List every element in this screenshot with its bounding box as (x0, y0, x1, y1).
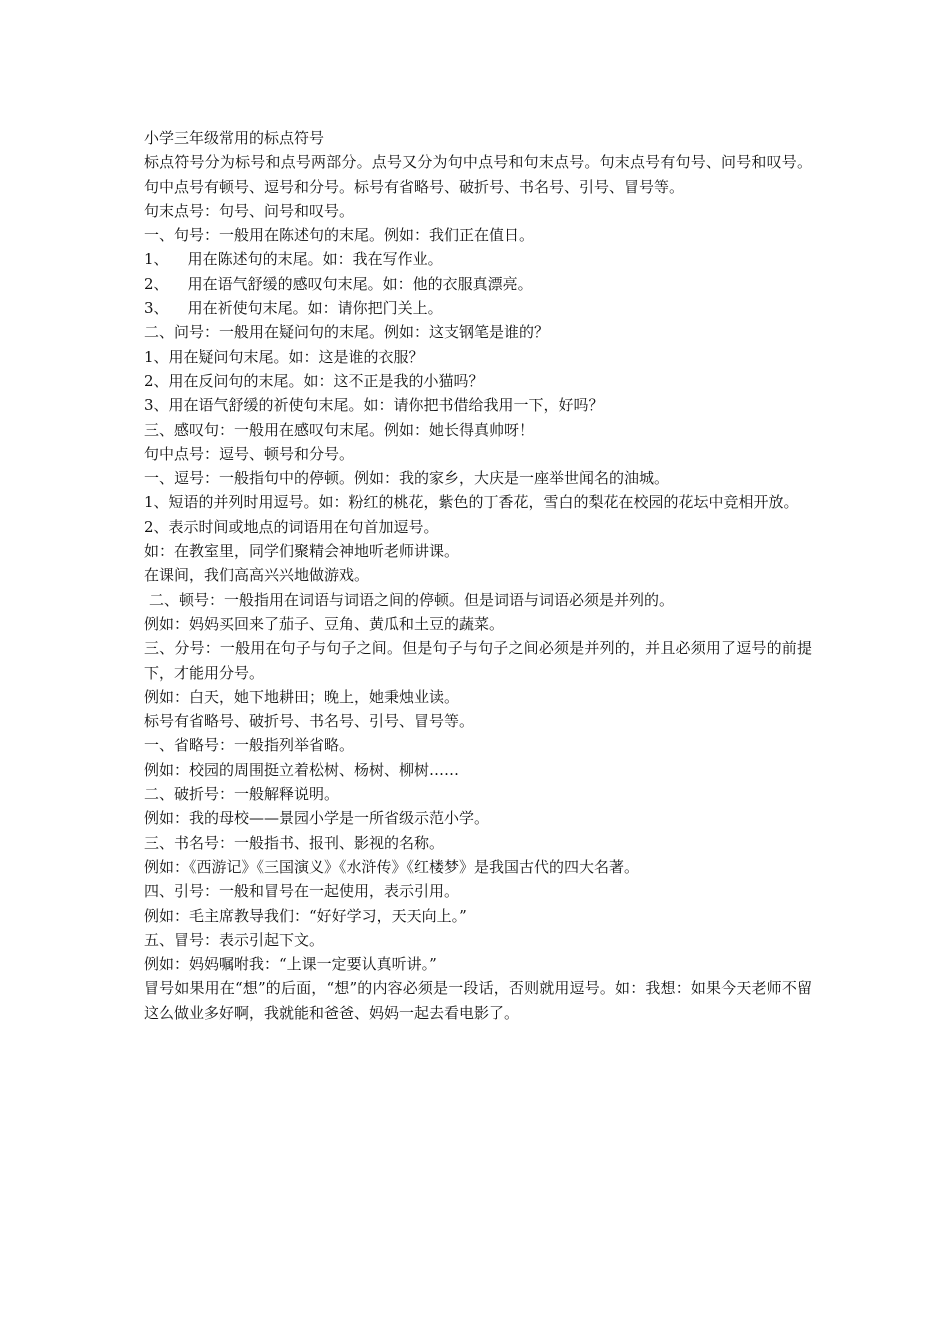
paragraph-title-marks: 三、书名号：一般指书、报刊、影视的名称。 (144, 833, 445, 852)
example-line: 例如：我的母校——景园小学是一所省级示范小学。 (144, 809, 490, 828)
example-line: 例如：校园的周围挺立着松树、杨树、柳树…… (144, 760, 460, 779)
example-line: 例如：毛主席教导我们：“好好学习，天天向上。” (144, 906, 467, 925)
paragraph-colon: 五、冒号：表示引起下文。 (144, 930, 325, 949)
section-heading-end-marks: 句末点号：句号、问号和叹号。 (144, 201, 355, 220)
example-line: 例如：妈妈买回来了茄子、豆角、黄瓜和土豆的蔬菜。 (144, 614, 505, 633)
list-item: 3、用在语气舒缓的祈使句末尾。如：请你把书借给我用一下，好吗？ (144, 396, 604, 415)
paragraph-semicolon: 三、分号：一般用在句子与句子之间。但是句子与句子之间必须是并列的，并且必须用了逗号的前提下，才能用分号。 (144, 639, 812, 682)
paragraph-exclamation: 三、感叹句：一般用在感叹句末尾。例如：她长得真帅呀！ (144, 420, 535, 439)
list-item: 2、用在反问句的末尾。如：这不正是我的小猫吗？ (144, 371, 484, 390)
paragraph-ellipsis: 一、省略号：一般指列举省略。 (144, 736, 355, 755)
paragraph-comma: 一、逗号：一般指句中的停顿。例如：我的家乡，大庆是一座举世闻名的油城。 (144, 469, 670, 488)
paragraph-question-mark: 二、问号：一般用在疑问句的末尾。例如：这支钢笔是谁的？ (144, 323, 550, 342)
example-line: 例如：妈妈嘱咐我：“上课一定要认真听讲。” (144, 955, 437, 974)
list-item: 1、用在疑问句末尾。如：这是谁的衣服？ (144, 347, 424, 366)
section-heading-marks: 标号有省略号、破折号、书名号、引号、冒号等。 (144, 712, 475, 731)
example-line: 例如：白天，她下地耕田；晚上，她秉烛业读。 (144, 687, 460, 706)
section-heading-mid-marks: 句中点号：逗号、顿号和分号。 (144, 444, 355, 463)
paragraph-period: 一、句号：一般用在陈述句的末尾。例如：我们正在值日。 (144, 226, 535, 245)
list-item: 3、 用在祈使句末尾。如：请你把门关上。 (144, 299, 443, 318)
example-line: 例如：《西游记》《三国演义》《水浒传》《红楼梦》是我国古代的四大名著。 (144, 857, 640, 876)
paragraph-intro: 标点符号分为标号和点号两部分。点号又分为句中点号和句末点号。句末点号有句号、问号和叹号。句中点号有顿号、逗号和分号。标号有省略号、破折号、书名号、引号、冒号等。 (144, 153, 812, 196)
list-item: 1、 用在陈述句的末尾。如：我在写作业。 (144, 250, 443, 269)
example-line: 在课间，我们高高兴兴地做游戏。 (144, 566, 370, 585)
list-item: 1、短语的并列时用逗号。如：粉红的桃花，紫色的丁香花，雪白的梨花在校园的花坛中竞相开放。 (144, 493, 799, 512)
list-item: 2、 用在语气舒缓的感叹句末尾。如：他的衣服真漂亮。 (144, 274, 533, 293)
paragraph-enumeration-comma: 二、顿号：一般指用在词语与词语之间的停顿。但是词语与词语必须是并列的。 (149, 590, 675, 609)
paragraph-quotation-marks: 四、引号：一般和冒号在一起使用，表示引用。 (144, 882, 460, 901)
list-item: 2、表示时间或地点的词语用在句首加逗号。 (144, 517, 439, 536)
example-line: 如：在教室里，同学们聚精会神地听老师讲课。 (144, 542, 460, 561)
paragraph-colon-note: 冒号如果用在“想”的后面，“想”的内容必须是一段话，否则就用逗号。如：我想：如果今天老师不留这么做业多好啊，我就能和爸爸、妈妈一起去看电影了。 (144, 979, 812, 1022)
document-body (144, 126, 812, 1025)
document-title: 小学三年级常用的标点符号 (144, 129, 325, 147)
paragraph-dash: 二、破折号：一般解释说明。 (144, 785, 340, 804)
